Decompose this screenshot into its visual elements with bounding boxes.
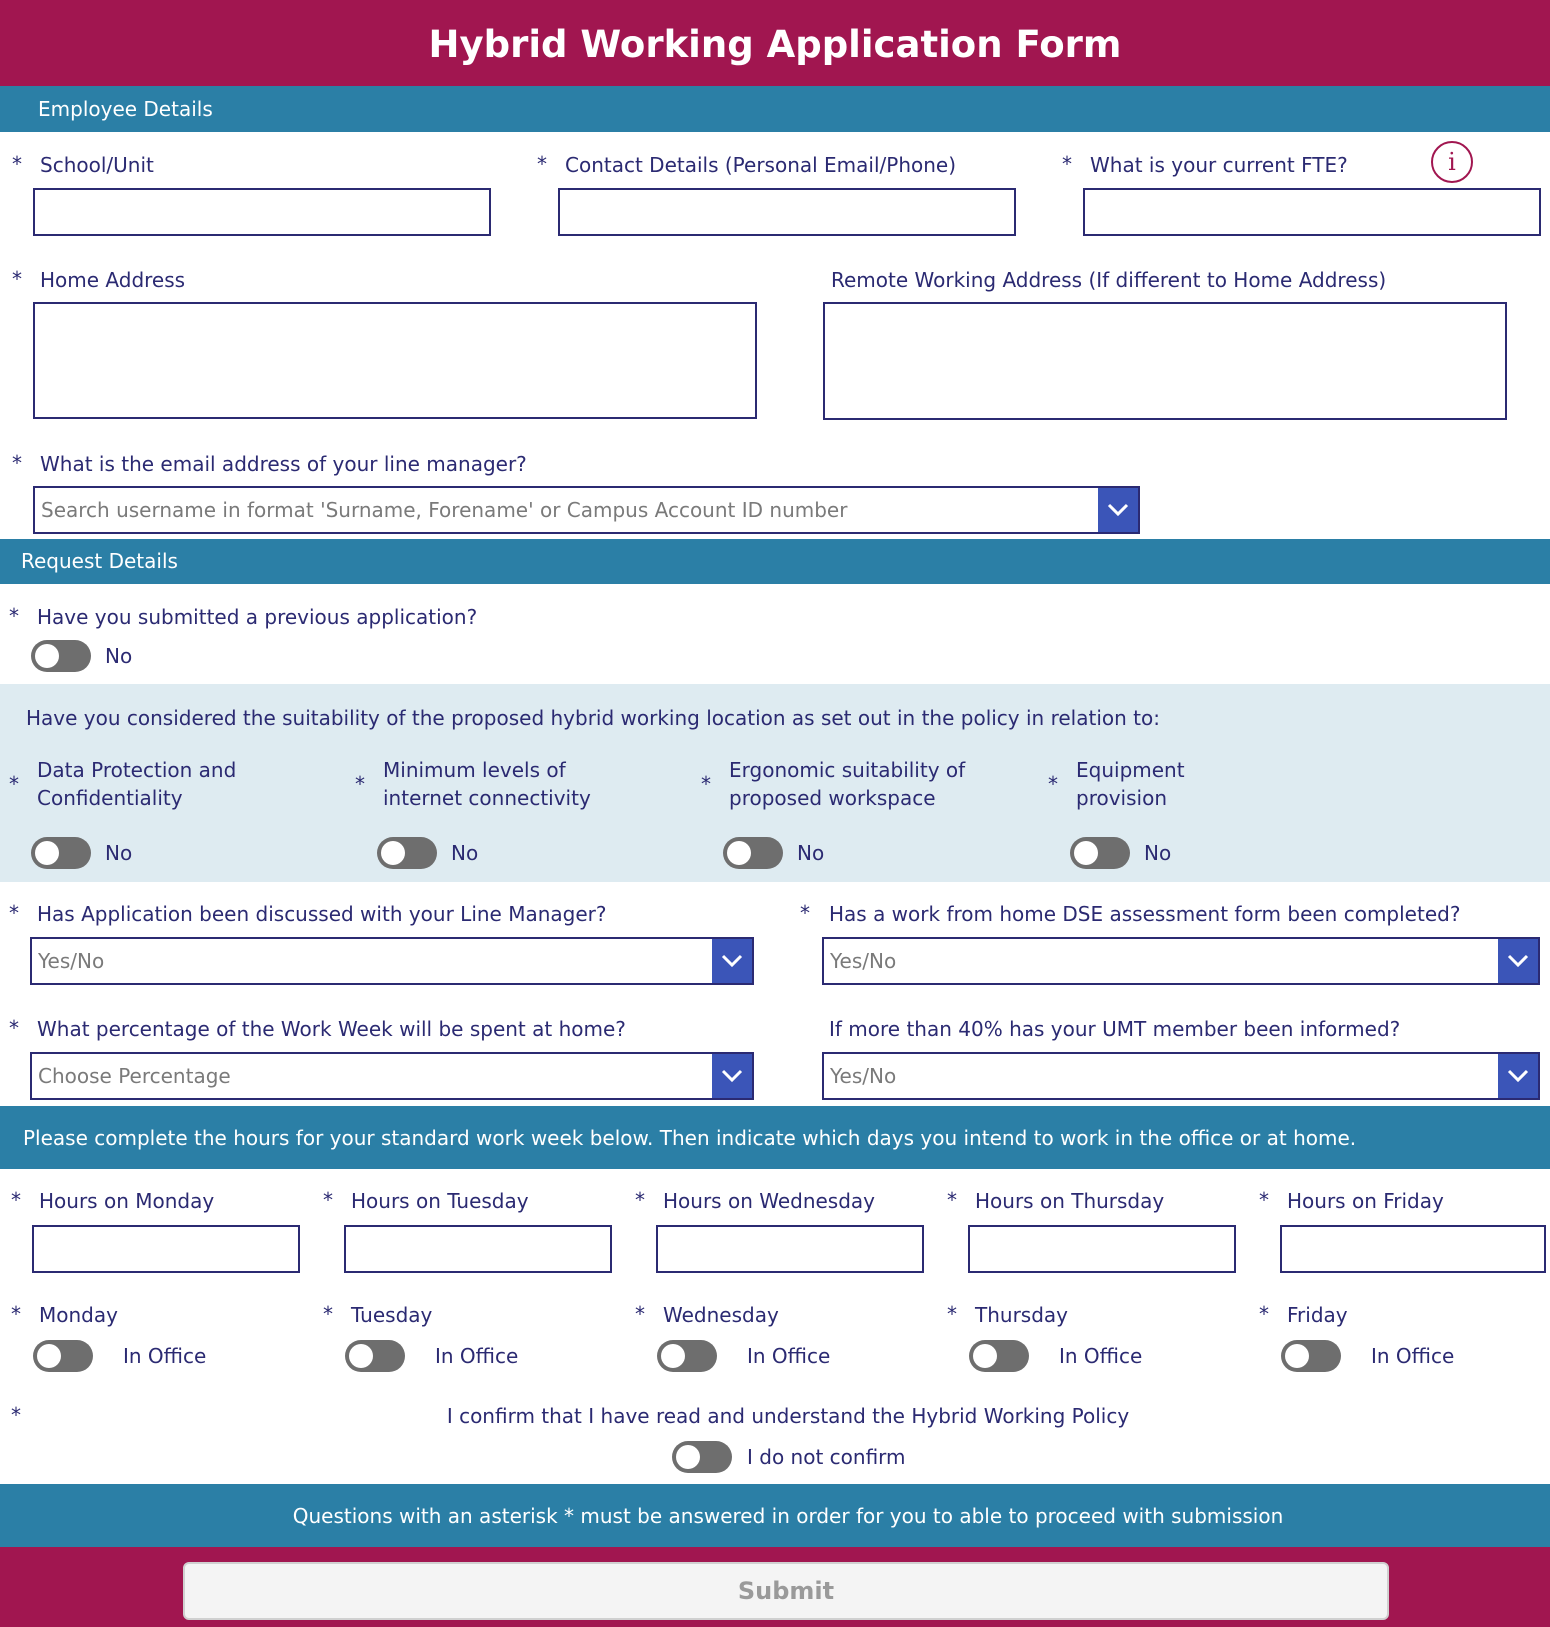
required-marker: *: [537, 152, 547, 176]
chevron-down-icon[interactable]: [1498, 939, 1538, 983]
toggle-knob: [37, 1344, 61, 1368]
suitability-item-label: proposed workspace: [729, 786, 936, 810]
employee-details-band: [0, 86, 1550, 132]
required-marker: *: [9, 901, 19, 925]
toggle-knob: [35, 841, 59, 865]
toggle-knob: [349, 1344, 373, 1368]
suitability-item-label: provision: [1076, 786, 1167, 810]
request-details-band: [0, 539, 1550, 584]
internet-connectivity-value: No: [451, 841, 479, 865]
hours-tuesday-label: Hours on Tuesday: [351, 1189, 529, 1213]
contact-details-label: Contact Details (Personal Email/Phone): [565, 153, 957, 177]
toggle-knob: [1285, 1344, 1309, 1368]
remote-address-label: Remote Working Address (If different to Home Address): [831, 268, 1387, 292]
toggle-knob: [727, 841, 751, 865]
internet-connectivity-toggle[interactable]: [377, 837, 437, 869]
tuesday-location-value: In Office: [435, 1344, 519, 1368]
discussed-dropdown[interactable]: [30, 937, 754, 985]
previous-application-label: Have you submitted a previous application?: [37, 605, 478, 629]
toggle-knob: [35, 644, 59, 668]
monday-location-toggle[interactable]: [33, 1340, 93, 1372]
school-unit-input[interactable]: [33, 188, 491, 236]
friday-location-toggle[interactable]: [1281, 1340, 1341, 1372]
hours-instructions-band: [0, 1106, 1550, 1169]
monday-location-value: In Office: [123, 1344, 207, 1368]
data-protection-toggle[interactable]: [31, 837, 91, 869]
footer-note-band: [0, 1484, 1550, 1547]
required-marker: *: [12, 451, 22, 475]
thursday-location-value: In Office: [1059, 1344, 1143, 1368]
suitability-item-label: Equipment: [1076, 758, 1185, 782]
hours-monday-label: Hours on Monday: [39, 1189, 215, 1213]
suitability-question: Have you considered the suitability of the proposed hybrid working location as set out in the policy in relation to:: [26, 706, 1160, 730]
contact-details-input[interactable]: [558, 188, 1016, 236]
wednesday-location-toggle[interactable]: [657, 1340, 717, 1372]
required-marker: *: [11, 1403, 21, 1427]
info-icon[interactable]: i: [1431, 141, 1473, 183]
submit-button[interactable]: Submit: [183, 1562, 1389, 1620]
percentage-dropdown[interactable]: [30, 1052, 754, 1100]
remote-address-input[interactable]: [823, 302, 1507, 420]
required-marker: *: [635, 1188, 645, 1212]
thursday-location-toggle[interactable]: [969, 1340, 1029, 1372]
previous-application-value: No: [105, 644, 133, 668]
required-marker: *: [947, 1302, 957, 1326]
previous-application-toggle[interactable]: [31, 640, 91, 672]
umt-label: If more than 40% has your UMT member been informed?: [829, 1017, 1401, 1041]
confirm-policy-label: I confirm that I have read and understand the Hybrid Working Policy: [446, 1404, 1130, 1428]
equipment-provision-toggle[interactable]: [1070, 837, 1130, 869]
page-title: Hybrid Working Application Form: [428, 23, 1122, 66]
confirm-policy-value: I do not confirm: [747, 1445, 906, 1469]
discussed-label: Has Application been discussed with your Line Manager?: [37, 902, 607, 926]
required-marker: *: [800, 901, 810, 925]
wednesday-location-value: In Office: [747, 1344, 831, 1368]
discussed-placeholder: Yes/No: [38, 949, 105, 973]
required-marker: *: [323, 1302, 333, 1326]
employee-details-heading: Employee Details: [38, 97, 213, 121]
required-marker: *: [11, 1188, 21, 1212]
required-marker: *: [12, 152, 22, 176]
home-address-input[interactable]: [33, 302, 757, 419]
dse-dropdown[interactable]: [822, 937, 1540, 985]
request-details-heading: Request Details: [21, 549, 178, 573]
percentage-label: What percentage of the Work Week will be spent at home?: [37, 1017, 626, 1041]
umt-dropdown[interactable]: [822, 1052, 1540, 1100]
fte-input[interactable]: [1083, 188, 1541, 236]
data-protection-value: No: [105, 841, 133, 865]
dse-label: Has a work from home DSE assessment form been completed?: [829, 902, 1461, 926]
suitability-item-label: Data Protection and: [37, 758, 237, 782]
chevron-down-icon[interactable]: [1498, 1054, 1538, 1098]
hours-wednesday-label: Hours on Wednesday: [663, 1189, 876, 1213]
monday-label: Monday: [39, 1303, 118, 1327]
required-marker: *: [1062, 152, 1072, 176]
dse-placeholder: Yes/No: [830, 949, 897, 973]
footer-note: Questions with an asterisk * must be answered in order for you to able to proceed with submission: [292, 1504, 1284, 1528]
required-marker: *: [9, 1016, 19, 1040]
suitability-item-label: internet connectivity: [383, 786, 591, 810]
required-marker: *: [947, 1188, 957, 1212]
required-marker: *: [9, 604, 19, 628]
umt-placeholder: Yes/No: [830, 1064, 897, 1088]
hours-wednesday-input[interactable]: [656, 1225, 924, 1273]
friday-location-value: In Office: [1371, 1344, 1455, 1368]
thursday-label: Thursday: [975, 1303, 1068, 1327]
line-manager-label: What is the email address of your line manager?: [40, 452, 527, 476]
toggle-knob: [381, 841, 405, 865]
hours-friday-input[interactable]: [1280, 1225, 1546, 1273]
toggle-knob: [676, 1445, 700, 1469]
required-marker: *: [323, 1188, 333, 1212]
ergonomic-suitability-toggle[interactable]: [723, 837, 783, 869]
hours-instructions: Please complete the hours for your standard work week below. Then indicate which days you intend to work in the office or at home.: [23, 1126, 1357, 1150]
hours-tuesday-input[interactable]: [344, 1225, 612, 1273]
ergonomic-suitability-value: No: [797, 841, 825, 865]
hours-friday-label: Hours on Friday: [1287, 1189, 1444, 1213]
toggle-knob: [661, 1344, 685, 1368]
required-marker: *: [701, 772, 711, 796]
required-marker: *: [12, 267, 22, 291]
hours-thursday-label: Hours on Thursday: [975, 1189, 1165, 1213]
friday-label: Friday: [1287, 1303, 1348, 1327]
suitability-item-label: Minimum levels of: [383, 758, 566, 782]
chevron-down-icon[interactable]: [1098, 488, 1138, 532]
required-marker: *: [1048, 772, 1058, 796]
wednesday-label: Wednesday: [663, 1303, 779, 1327]
toggle-knob: [1074, 841, 1098, 865]
required-marker: *: [1259, 1302, 1269, 1326]
suitability-item-label: Ergonomic suitability of: [729, 758, 966, 782]
fte-label: What is your current FTE?: [1090, 153, 1348, 177]
school-unit-label: School/Unit: [40, 153, 154, 177]
required-marker: *: [9, 772, 19, 796]
hours-thursday-input[interactable]: [968, 1225, 1236, 1273]
percentage-placeholder: Choose Percentage: [38, 1064, 231, 1088]
suitability-item-label: Confidentiality: [37, 786, 183, 810]
confirm-policy-toggle[interactable]: [672, 1441, 732, 1473]
tuesday-location-toggle[interactable]: [345, 1340, 405, 1372]
required-marker: *: [635, 1302, 645, 1326]
chevron-down-icon[interactable]: [712, 1054, 752, 1098]
required-marker: *: [11, 1302, 21, 1326]
line-manager-combobox[interactable]: [33, 486, 1140, 534]
tuesday-label: Tuesday: [351, 1303, 433, 1327]
home-address-label: Home Address: [40, 268, 186, 292]
hours-monday-input[interactable]: [32, 1225, 300, 1273]
line-manager-placeholder: Search username in format 'Surname, Forename' or Campus Account ID number: [41, 498, 848, 522]
required-marker: *: [355, 772, 365, 796]
equipment-provision-value: No: [1144, 841, 1172, 865]
chevron-down-icon[interactable]: [712, 939, 752, 983]
required-marker: *: [1259, 1188, 1269, 1212]
toggle-knob: [973, 1344, 997, 1368]
